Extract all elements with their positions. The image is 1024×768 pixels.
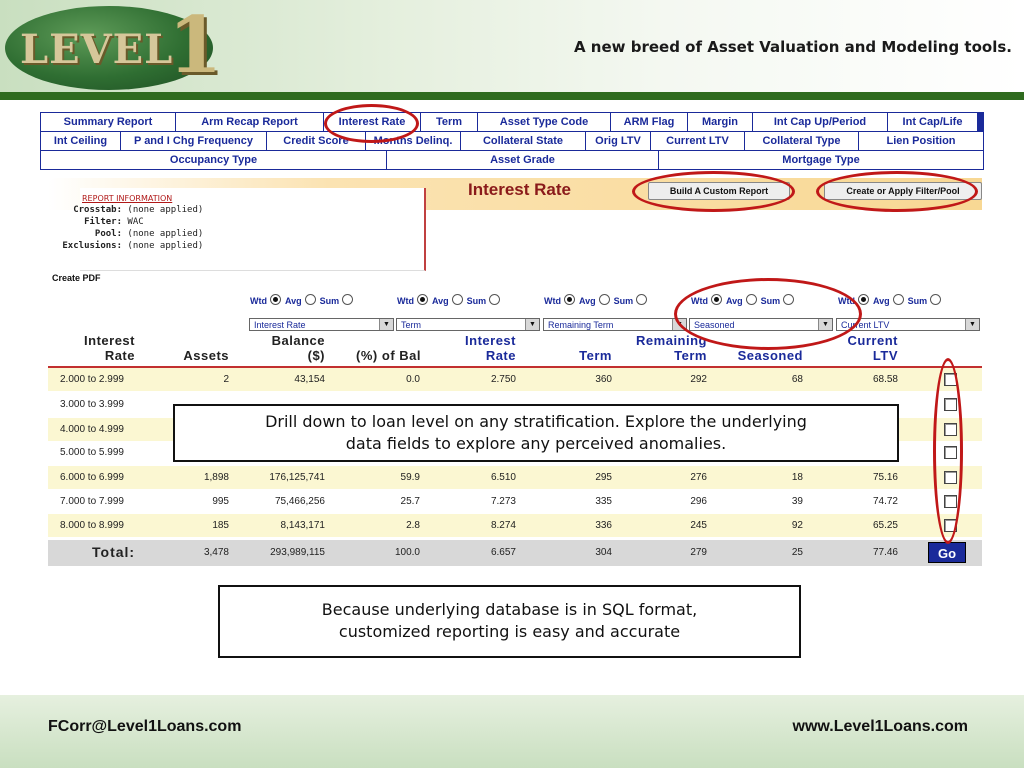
cell-ltv: 75.16 [872, 472, 898, 483]
col-remaining-term-header[interactable]: Remaining Term [636, 333, 707, 363]
cell-range: 8.000 to 8.999 [60, 520, 124, 531]
cell-rem: 245 [690, 520, 707, 531]
cell-assets: 995 [212, 496, 229, 507]
tab-term[interactable]: Term [421, 113, 477, 131]
cell-seasoned: 39 [791, 496, 803, 507]
cell-range: 2.000 to 2.999 [60, 374, 124, 385]
tab-mortgage-type[interactable]: Mortgage Type [659, 151, 983, 169]
tab-credit-score[interactable]: Credit Score [267, 132, 365, 150]
create-pdf-link[interactable]: Create PDF [52, 273, 101, 283]
tagline: A new breed of Asset Valuation and Modeling tools. [573, 38, 1012, 56]
select-value: Interest Rate [254, 320, 306, 330]
sum-radio[interactable] [342, 294, 353, 305]
footer-website-link[interactable]: www.Level1Loans.com [792, 718, 968, 735]
avg-label: Avg [432, 296, 449, 306]
drill-down-callout [173, 404, 899, 462]
exclusions-value: (none applied) [127, 241, 204, 251]
footer-email-link[interactable]: FCorr@Level1Loans.com [48, 718, 242, 735]
highlight-oval-filter-pool [816, 171, 978, 212]
filter-value: WAC [127, 217, 144, 227]
avg-radio[interactable] [599, 294, 610, 305]
table-row[interactable] [48, 466, 982, 489]
tab-asset-type-code[interactable]: Asset Type Code [478, 113, 610, 131]
col-seasoned-header[interactable]: Seasoned [737, 348, 803, 363]
cell-balance: 75,466,256 [274, 496, 325, 507]
cell-range: 4.000 to 4.999 [60, 424, 124, 435]
cell-ltv: 65.25 [872, 520, 898, 531]
wtd-radio[interactable] [858, 294, 869, 305]
tab-interest-rate[interactable]: Interest Rate [324, 113, 420, 131]
table-row[interactable] [48, 514, 982, 537]
cell-rate: 8.274 [490, 520, 516, 531]
avg-label: Avg [285, 296, 302, 306]
total-assets: 3,478 [203, 547, 229, 558]
wtd-label: Wtd [544, 296, 561, 306]
tab-current-ltv[interactable]: Current LTV [651, 132, 744, 150]
cell-term: 335 [595, 496, 612, 507]
sum-label: Sum [319, 296, 340, 306]
sum-radio[interactable] [930, 294, 941, 305]
crosstab-label: Crosstab: [73, 205, 122, 215]
pool-label: Pool: [94, 229, 122, 239]
tab-int-cap-life[interactable]: Int Cap/Life [888, 113, 977, 131]
sum-radio[interactable] [636, 294, 647, 305]
highlight-oval-seasoned-select [674, 278, 862, 350]
tab-arm-flag[interactable]: ARM Flag [611, 113, 687, 131]
total-label: Total: [92, 544, 136, 560]
tab-margin[interactable]: Margin [688, 113, 752, 131]
radio-group-1 [250, 294, 357, 306]
total-pct: 100.0 [394, 547, 420, 558]
report-nav [40, 112, 984, 170]
select-value: Term [401, 320, 421, 330]
wtd-label: Wtd [397, 296, 414, 306]
col-current-ltv-header[interactable]: Current LTV [847, 333, 898, 363]
cell-seasoned: 18 [791, 472, 803, 483]
radio-group-2 [397, 294, 504, 306]
cell-term: 336 [595, 520, 612, 531]
sum-label: Sum [907, 296, 928, 306]
cell-ltv: 68.58 [872, 374, 898, 385]
avg-radio[interactable] [452, 294, 463, 305]
cell-pct: 2.8 [406, 520, 420, 531]
chevron-down-icon: ▼ [818, 319, 832, 330]
chevron-down-icon: ▼ [965, 319, 979, 330]
tab-int-cap-up-period[interactable]: Int Cap Up/Period [753, 113, 887, 131]
cell-balance: 8,143,171 [280, 520, 325, 531]
sql-callout-line2: customized reporting is easy and accurate [338, 622, 681, 641]
chevron-down-icon: ▼ [672, 319, 686, 330]
avg-label: Avg [726, 296, 743, 306]
cell-seasoned: 92 [791, 520, 803, 531]
tab-asset-grade[interactable]: Asset Grade [387, 151, 658, 169]
pool-value: (none applied) [127, 229, 204, 239]
drill-callout-line1: Drill down to loan level on any stratification. Explore the underlying [265, 412, 807, 431]
cell-ltv: 74.72 [872, 496, 898, 507]
sum-label: Sum [613, 296, 634, 306]
wtd-radio[interactable] [417, 294, 428, 305]
wtd-radio[interactable] [564, 294, 575, 305]
cell-rate: 6.510 [490, 472, 516, 483]
wtd-label: Wtd [838, 296, 855, 306]
cell-balance: 43,154 [294, 374, 325, 385]
cell-balance: 176,125,741 [269, 472, 325, 483]
total-ltv: 77.46 [872, 547, 898, 558]
highlight-oval-build-report [632, 171, 795, 212]
select-value: Remaining Term [548, 320, 614, 330]
avg-radio[interactable] [893, 294, 904, 305]
sum-label: Sum [760, 296, 781, 306]
cell-range: 5.000 to 5.999 [60, 447, 124, 458]
total-seasoned: 25 [791, 547, 803, 558]
logo-text: LEVEL [20, 26, 174, 73]
sql-callout [218, 585, 801, 658]
build-custom-report-button[interactable]: Build A Custom Report [648, 182, 790, 200]
avg-label: Avg [579, 296, 596, 306]
tab-months-delinq[interactable]: Months Delinq. [366, 132, 460, 150]
wtd-label: Wtd [691, 296, 708, 306]
cell-range: 3.000 to 3.999 [60, 399, 124, 410]
cell-assets: 2 [223, 374, 229, 385]
wtd-label: Wtd [250, 296, 267, 306]
total-row [48, 540, 982, 566]
page-title: Interest Rate [468, 180, 571, 199]
avg-radio[interactable] [305, 294, 316, 305]
tab-summary-report[interactable]: Summary Report [41, 113, 175, 131]
column-select-2[interactable] [396, 318, 540, 331]
cell-range: 6.000 to 6.999 [60, 472, 124, 483]
cell-pct: 0.0 [406, 374, 420, 385]
cell-term: 360 [595, 374, 612, 385]
highlight-oval-checkboxes [933, 358, 963, 544]
chevron-down-icon: ▼ [525, 319, 539, 330]
cell-assets: 185 [212, 520, 229, 531]
header [0, 0, 1024, 96]
column-select-1[interactable] [249, 318, 394, 331]
column-select-3[interactable] [543, 318, 687, 331]
drill-callout-line2: data fields to explore any perceived anomalies. [345, 434, 727, 453]
tab-lien-position[interactable]: Lien Position [859, 132, 983, 150]
tab-arm-recap-report[interactable]: Arm Recap Report [176, 113, 323, 131]
cell-rem: 296 [690, 496, 707, 507]
select-value: Current LTV [841, 320, 890, 330]
cell-rate: 7.273 [490, 496, 516, 507]
cell-seasoned: 68 [791, 374, 803, 385]
col-interest-rate-header[interactable]: Interest Rate [84, 333, 135, 363]
exclusions-label: Exclusions: [62, 241, 122, 251]
sum-label: Sum [466, 296, 487, 306]
logo-number: 1 [168, 0, 223, 91]
wtd-radio[interactable] [270, 294, 281, 305]
cell-assets: 1,898 [203, 472, 229, 483]
tab-p-and-i-chg-frequency[interactable]: P and I Chg Frequency [121, 132, 266, 150]
cell-rem: 276 [690, 472, 707, 483]
radio-group-3 [544, 294, 651, 306]
sql-callout-line1: Because underlying database is in SQL format, [321, 600, 698, 619]
total-term: 304 [595, 547, 612, 558]
avg-label: Avg [873, 296, 890, 306]
table-row[interactable] [48, 490, 982, 513]
cell-rate: 2.750 [490, 374, 516, 385]
cell-range: 7.000 to 7.999 [60, 496, 124, 507]
total-rem: 279 [690, 547, 707, 558]
cell-pct: 25.7 [400, 496, 420, 507]
cell-term: 295 [595, 472, 612, 483]
cell-rem: 292 [690, 374, 707, 385]
header-divider [0, 92, 1024, 100]
total-rate: 6.657 [490, 547, 516, 558]
highlight-oval-interest-rate-tab [324, 104, 419, 143]
crosstab-value: (none applied) [127, 205, 204, 215]
filter-label: Filter: [84, 217, 122, 227]
tab-collateral-type[interactable]: Collateral Type [745, 132, 858, 150]
tab-collateral-state[interactable]: Collateral State [461, 132, 585, 150]
col-term-header[interactable]: Term [579, 348, 612, 363]
tab-int-ceiling[interactable]: Int Ceiling [41, 132, 120, 150]
col-int-rate-header[interactable]: Interest Rate [465, 333, 516, 363]
total-balance: 293,989,115 [270, 547, 325, 558]
create-filter-pool-button[interactable]: Create or Apply Filter/Pool [824, 182, 982, 200]
sum-radio[interactable] [489, 294, 500, 305]
report-info-title: REPORT INFORMATION [82, 194, 173, 203]
cell-pct: 59.9 [400, 472, 420, 483]
table-row[interactable] [48, 368, 982, 391]
col-assets-header[interactable]: Assets [183, 348, 229, 363]
select-value: Seasoned [694, 320, 735, 330]
go-button[interactable]: Go [928, 542, 966, 563]
tab-occupancy-type[interactable]: Occupancy Type [41, 151, 386, 169]
col-balance-header[interactable]: Balance ($) [271, 333, 325, 363]
col-pct-bal-header[interactable]: (%) of Bal [356, 348, 421, 363]
tab-orig-ltv[interactable]: Orig LTV [586, 132, 650, 150]
chevron-down-icon: ▼ [379, 319, 393, 330]
